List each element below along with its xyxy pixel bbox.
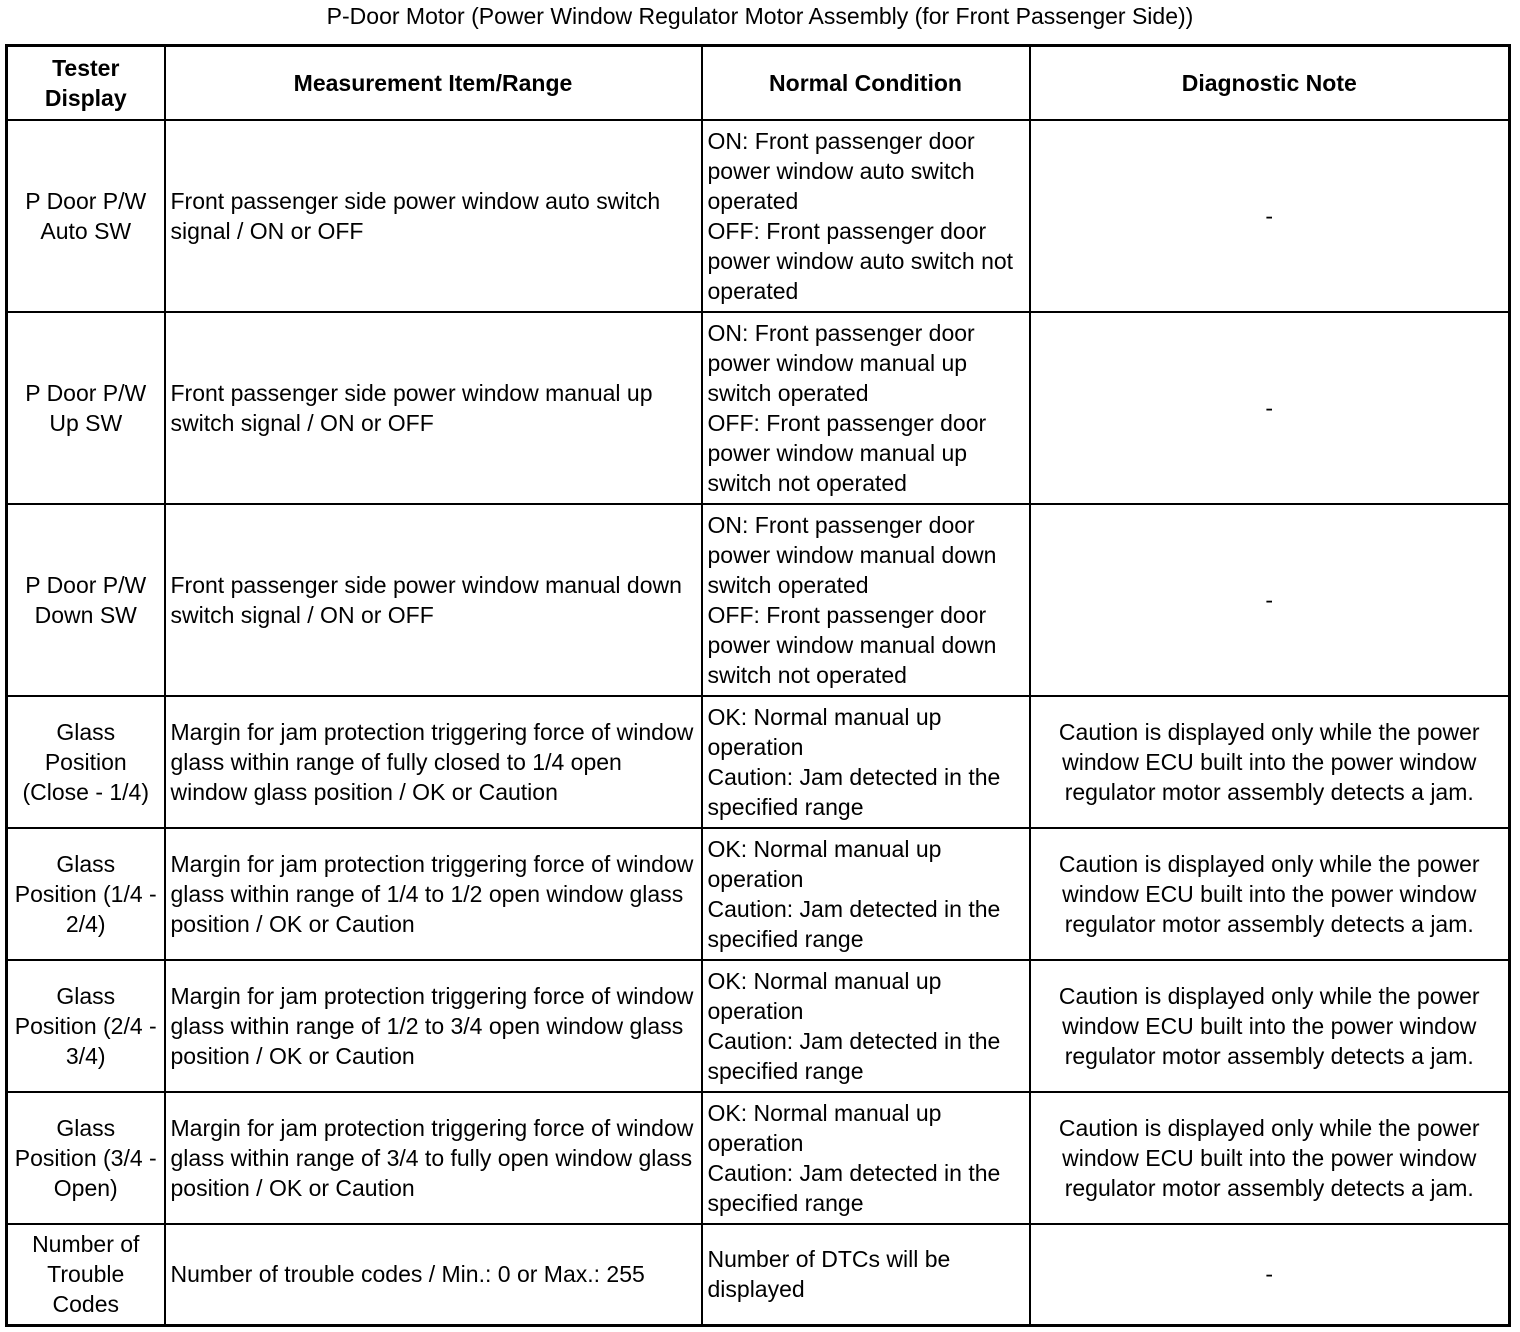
document-title: P-Door Motor (Power Window Regulator Motor Assembly (for Front Passenger Side)) (326, 3, 1194, 29)
measurement-cell: Margin for jam protection triggering force of window glass within range of 1/4 to 1/2 open window glass position / OK or Caution (165, 828, 702, 960)
header-measurement-item: Measurement Item/Range (165, 46, 702, 120)
normal-condition-ok: OK: Normal manual up operation (707, 703, 942, 760)
tester-display-cell: P Door P/W Down SW (7, 504, 165, 696)
diagnostic-note-cell: Caution is displayed only while the power window ECU built into the power window regulator motor assembly detects a jam. (1030, 960, 1510, 1092)
table-row (7, 828, 1510, 960)
normal-condition-off: OFF: Front passenger door power window auto switch not operated (707, 217, 1014, 304)
table-header-row (7, 46, 1510, 120)
measurement-cell: Margin for jam protection triggering force of window glass within range of fully closed to 1/4 open window glass position / OK or Caution (165, 696, 702, 828)
header-diagnostic-note: Diagnostic Note (1030, 46, 1510, 120)
normal-condition-on: ON: Front passenger door power window manual up switch operated (707, 319, 975, 406)
header-normal-condition: Normal Condition (702, 46, 1030, 120)
table-row (7, 696, 1510, 828)
normal-condition-cell (702, 120, 1030, 312)
diagnostic-data-table (5, 44, 1511, 1327)
tester-display-cell: Glass Position (1/4 - 2/4) (7, 828, 165, 960)
normal-condition-cell (702, 696, 1030, 828)
diagnostic-note-cell: Caution is displayed only while the power window ECU built into the power window regulator motor assembly detects a jam. (1030, 828, 1510, 960)
normal-condition-caution: Caution: Jam detected in the specified range (707, 1159, 1001, 1216)
table-row (7, 1092, 1510, 1224)
tester-display-cell: P Door P/W Auto SW (7, 120, 165, 312)
table-row (7, 312, 1510, 504)
normal-condition-cell (702, 504, 1030, 696)
tester-display-cell: P Door P/W Up SW (7, 312, 165, 504)
diagnostic-note-cell: Caution is displayed only while the power window ECU built into the power window regulator motor assembly detects a jam. (1030, 696, 1510, 828)
normal-condition-on: ON: Front passenger door power window auto switch operated (707, 127, 975, 214)
diagnostic-note-cell: Caution is displayed only while the power window ECU built into the power window regulator motor assembly detects a jam. (1030, 1092, 1510, 1224)
normal-condition-cell (702, 1092, 1030, 1224)
normal-condition-ok: OK: Normal manual up operation (707, 835, 942, 892)
measurement-cell: Margin for jam protection triggering force of window glass within range of 3/4 to fully open window glass position / OK or Caution (165, 1092, 702, 1224)
tester-display-cell: Glass Position (3/4 - Open) (7, 1092, 165, 1224)
normal-condition-caution: Caution: Jam detected in the specified range (707, 763, 1001, 820)
table-row (7, 1224, 1510, 1326)
diagnostic-note-cell: - (1030, 120, 1510, 312)
diagnostic-note-cell: - (1030, 504, 1510, 696)
tester-display-cell: Glass Position (2/4 - 3/4) (7, 960, 165, 1092)
table-row (7, 960, 1510, 1092)
normal-condition-cell: Number of DTCs will be displayed (702, 1224, 1030, 1326)
normal-condition-ok: OK: Normal manual up operation (707, 967, 942, 1024)
normal-condition-off: OFF: Front passenger door power window manual up switch not operated (707, 409, 987, 496)
diagnostic-note-cell: - (1030, 312, 1510, 504)
measurement-cell: Front passenger side power window manual down switch signal / ON or OFF (165, 504, 702, 696)
measurement-cell: Margin for jam protection triggering force of window glass within range of 1/2 to 3/4 open window glass position / OK or Caution (165, 960, 702, 1092)
normal-condition-ok: OK: Normal manual up operation (707, 1099, 942, 1156)
normal-condition-cell (702, 960, 1030, 1092)
table-row (7, 504, 1510, 696)
normal-condition-off: OFF: Front passenger door power window manual down switch not operated (707, 601, 997, 688)
tester-display-cell: Number of Trouble Codes (7, 1224, 165, 1326)
table-row (7, 120, 1510, 312)
measurement-cell: Front passenger side power window auto switch signal / ON or OFF (165, 120, 702, 312)
measurement-cell: Front passenger side power window manual up switch signal / ON or OFF (165, 312, 702, 504)
normal-condition-caution: Caution: Jam detected in the specified range (707, 1027, 1001, 1084)
normal-condition-cell (702, 312, 1030, 504)
measurement-cell: Number of trouble codes / Min.: 0 or Max.: 255 (165, 1224, 702, 1326)
normal-condition-on: ON: Front passenger door power window manual down switch operated (707, 511, 997, 598)
diagnostic-note-cell: - (1030, 1224, 1510, 1326)
tester-display-cell: Glass Position (Close - 1/4) (7, 696, 165, 828)
normal-condition-cell (702, 828, 1030, 960)
normal-condition-caution: Caution: Jam detected in the specified range (707, 895, 1001, 952)
header-tester-display: Tester Display (7, 46, 165, 120)
